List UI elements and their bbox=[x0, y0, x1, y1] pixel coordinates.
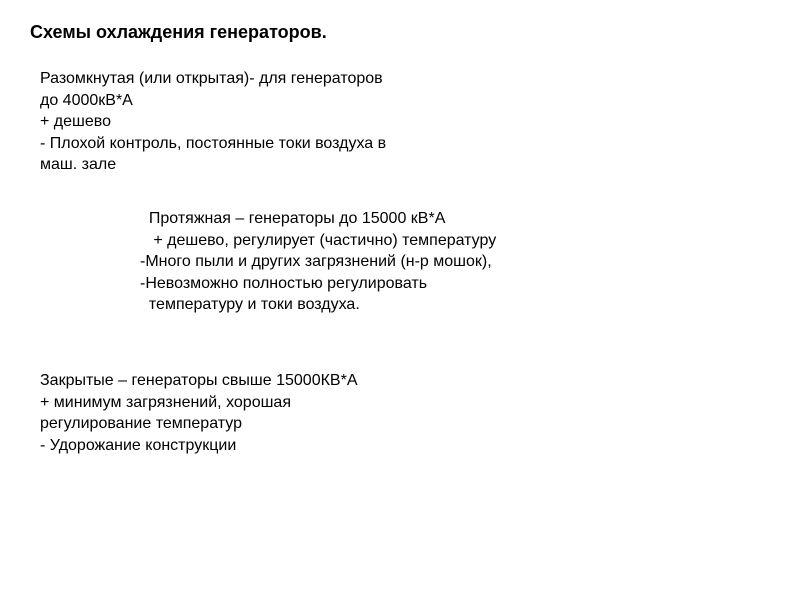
open-scheme-line: + дешево bbox=[40, 113, 111, 130]
closed-scheme-line: регулирование температур bbox=[40, 415, 242, 432]
through-scheme-line: -Много пыли и других загрязнений (н-р мошок), bbox=[140, 253, 492, 270]
open-scheme-line: - Плохой контроль, постоянные токи воздуха в bbox=[40, 134, 387, 152]
closed-scheme-line: - Удорожание конструкции bbox=[40, 436, 237, 454]
through-scheme-line: Протяжная – генераторы до 15000 кВ*А bbox=[140, 210, 446, 227]
closed-scheme-line: Закрытые – генераторы свыше 15000КВ*А bbox=[40, 372, 358, 389]
closed-scheme-line: + минимум загрязнений, хорошая bbox=[40, 393, 291, 411]
closed-cooling-scheme-block bbox=[40, 370, 358, 456]
open-scheme-line: Разомкнутая (или открытая)- для генераторов bbox=[40, 70, 383, 87]
through-scheme-line: + дешево, регулирует (частично) температуру bbox=[140, 231, 497, 249]
open-scheme-line: маш. зале bbox=[40, 156, 117, 173]
through-scheme-line: -Невозможно полностью регулировать bbox=[140, 274, 428, 292]
open-scheme-line: до 4000кВ*А bbox=[40, 91, 133, 109]
open-cooling-scheme-block bbox=[40, 68, 386, 176]
slide-title: Схемы охлаждения генераторов. bbox=[30, 22, 327, 42]
through-cooling-scheme-block bbox=[140, 208, 496, 316]
through-scheme-line: температуру и токи воздуха. bbox=[140, 296, 360, 313]
